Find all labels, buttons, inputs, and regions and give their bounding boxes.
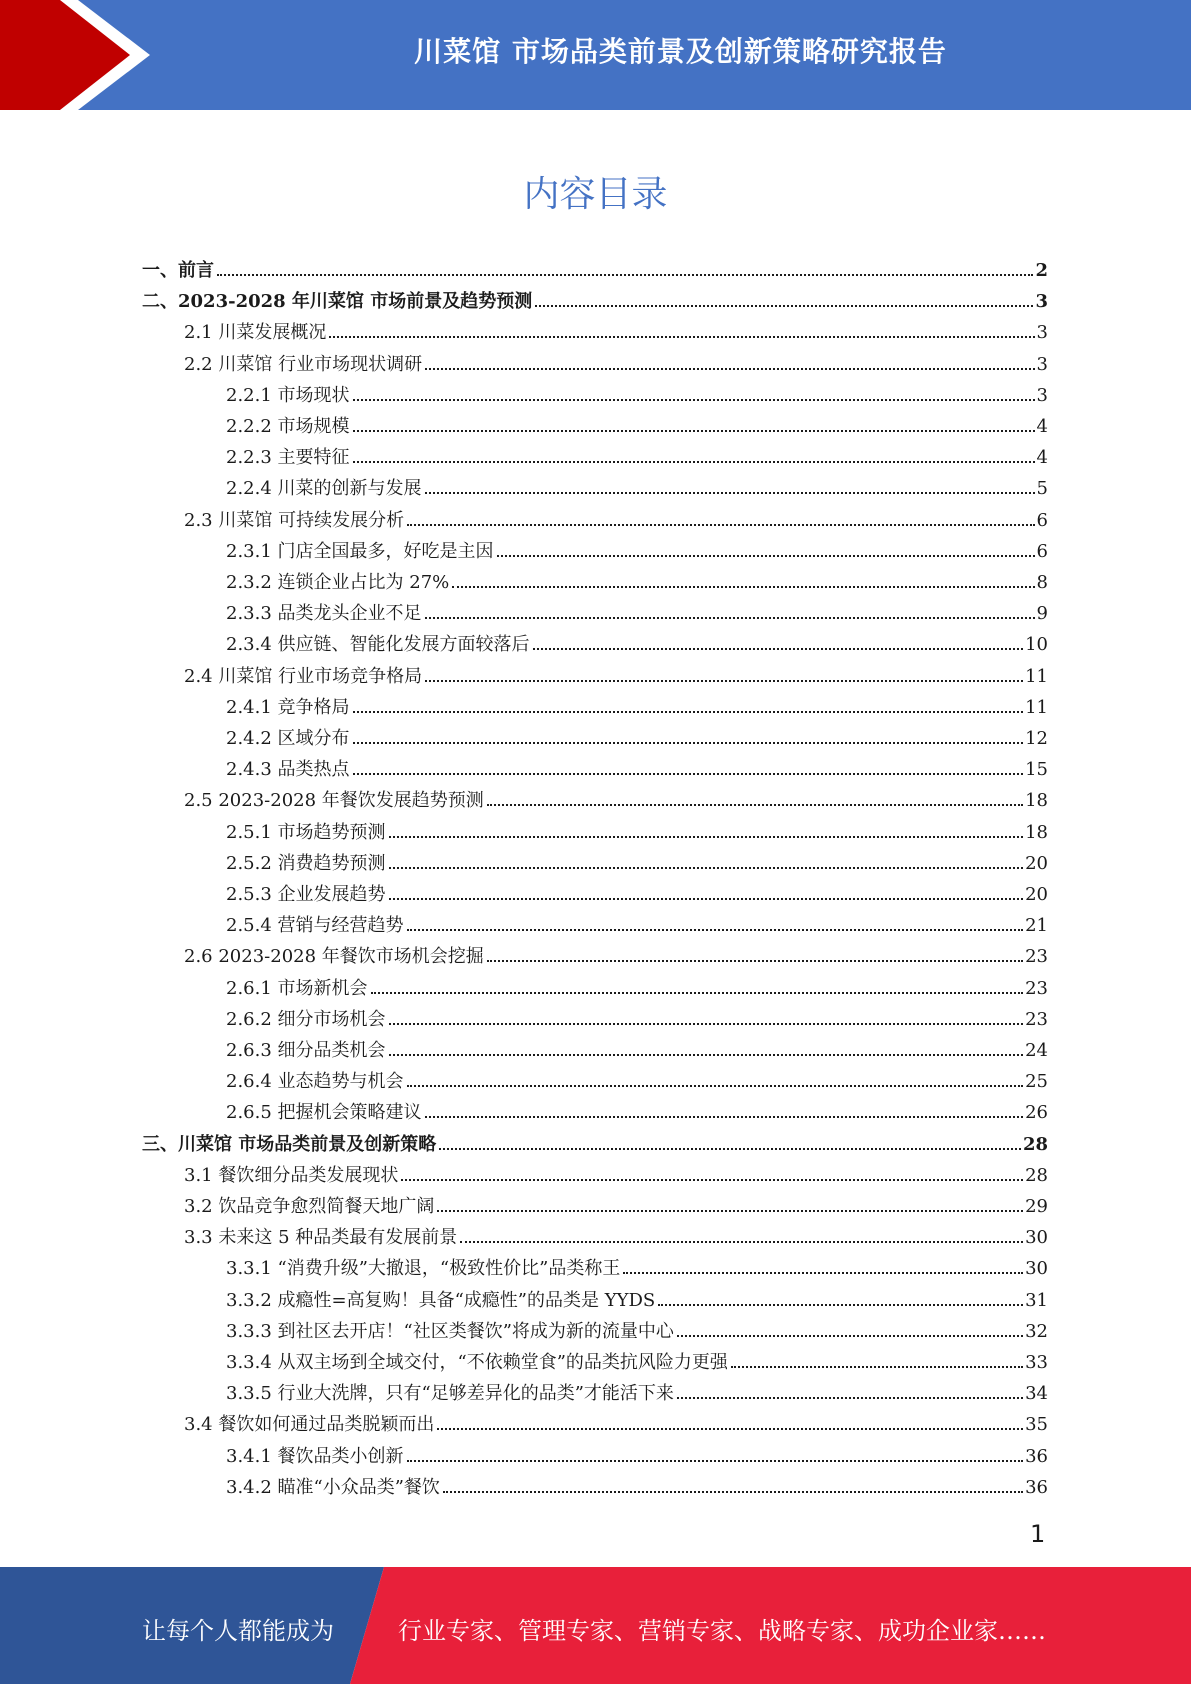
toc-entry[interactable]: [142, 1067, 1048, 1095]
toc-dot-leader: [437, 1428, 1023, 1430]
toc-entry-page: 15: [1025, 759, 1048, 781]
toc-dot-leader: [353, 399, 1035, 401]
toc-entry[interactable]: [142, 911, 1048, 939]
toc-entry-page: 25: [1025, 1071, 1048, 1093]
toc-entry-title: 2.2.1 市场现状: [226, 384, 350, 406]
toc-entry-page: 3: [1035, 291, 1048, 313]
footer-banner: [0, 1567, 1191, 1684]
toc-entry-page: 6: [1036, 509, 1048, 531]
toc-entry-title: 3.3.1 “消费升级”大撤退，“极致性价比”品类称王: [226, 1258, 621, 1280]
toc-dot-leader: [353, 430, 1035, 432]
toc-entry[interactable]: [142, 755, 1048, 783]
toc-entry-title: 2.6.3 细分品类机会: [226, 1040, 386, 1061]
toc-entry-title: 2.4.1 竞争格局: [226, 696, 350, 718]
toc-entry-page: 31: [1025, 1289, 1048, 1311]
toc-entry-title: 3.4.2 瞄准“小众品类”餐饮: [226, 1476, 440, 1498]
toc-entry-page: 6: [1036, 540, 1048, 562]
toc-entry-page: 23: [1025, 1008, 1048, 1030]
toc-dot-leader: [533, 648, 1024, 650]
page-number: 1: [1030, 1520, 1046, 1548]
toc-entry-title: 2.5.1 市场趋势预测: [226, 821, 386, 843]
toc-dot-leader: [407, 1085, 1024, 1087]
toc-entry-page: 21: [1025, 915, 1048, 937]
toc-entry[interactable]: [142, 1442, 1048, 1470]
toc-entry-page: 26: [1025, 1102, 1048, 1124]
toc-entry-title: 3.4 餐饮如何通过品类脱颖而出: [184, 1414, 435, 1436]
toc-entry-page: 20: [1025, 884, 1048, 905]
toc-dot-leader: [677, 1397, 1023, 1399]
toc-entry-title: 2.2.4 川菜的创新与发展: [226, 478, 422, 500]
toc-dot-leader: [658, 1304, 1023, 1306]
toc-dot-leader: [487, 960, 1023, 962]
toc-entry[interactable]: [142, 880, 1048, 908]
toc-entry-title: 2.5.2 消费趋势预测: [226, 852, 386, 874]
toc-dot-leader: [353, 711, 1024, 713]
toc-heading: 内容目录: [523, 174, 668, 215]
toc-entry-page: 23: [1025, 946, 1048, 968]
toc-entry-title: 2.5 2023-2028 年餐饮发展趋势预测: [184, 790, 484, 812]
toc-entry-page: 32: [1025, 1320, 1048, 1342]
toc-entry-page: 24: [1025, 1040, 1048, 1061]
toc-entry[interactable]: [142, 1161, 1048, 1189]
toc-entry-page: 29: [1025, 1196, 1048, 1217]
toc-entry-title: 3.3.4 从双主场到全域交付，“不依赖堂食”的品类抗风险力更强: [226, 1352, 728, 1373]
toc-entry-title: 3.3.5 行业大洗牌，只有“足够差异化的品类”才能活下来: [226, 1383, 674, 1405]
toc-entry[interactable]: [142, 1379, 1048, 1407]
toc-entry[interactable]: [142, 443, 1048, 471]
toc-entry[interactable]: [142, 1286, 1048, 1314]
toc-entry-title: 2.2.3 主要特征: [226, 447, 350, 469]
toc-dot-leader: [460, 1241, 1023, 1243]
toc-entry-title: 2.5.3 企业发展趋势: [226, 884, 386, 905]
toc-entry[interactable]: [142, 849, 1048, 877]
toc-entry-page: 11: [1025, 696, 1048, 718]
toc-dot-leader: [425, 1116, 1024, 1118]
toc-entry-page: 3: [1036, 384, 1048, 406]
toc-entry-title: 2.3 川菜馆 可持续发展分析: [184, 509, 405, 531]
toc-entry-page: 35: [1025, 1414, 1048, 1436]
toc-dot-leader: [677, 1335, 1023, 1337]
toc-entry-title: 3.2 饮品竞争愈烈简餐天地广阔: [184, 1196, 435, 1217]
toc-dot-leader: [371, 992, 1024, 994]
toc-dot-leader: [497, 555, 1035, 557]
toc-entry-title: 3.3.3 到社区去开店！“社区类餐饮”将成为新的流量中心: [226, 1320, 674, 1342]
toc-entry-title: 2.1 川菜发展概况: [184, 322, 327, 344]
toc-entry-page: 4: [1036, 416, 1048, 437]
toc-entry-title: 3.3.2 成瘾性=高复购！具备“成瘾性”的品类是 YYDS: [226, 1289, 656, 1311]
toc-entry-title: 2.3.4 供应链、智能化发展方面较落后: [226, 634, 530, 656]
toc-entry-title: 2.4 川菜馆 行业市场竞争格局: [184, 665, 423, 687]
toc-entry-page: 11: [1025, 665, 1048, 687]
toc-entry-title: 3.1 餐饮细分品类发展现状: [184, 1164, 399, 1186]
toc-entry-page: 18: [1025, 821, 1048, 843]
toc-entry[interactable]: [142, 474, 1048, 502]
toc-dot-leader: [731, 1366, 1023, 1368]
toc-dot-leader: [407, 1460, 1024, 1462]
toc-entry[interactable]: [142, 381, 1048, 409]
toc-dot-leader: [452, 586, 1034, 588]
chevron-arrow-icon: [0, 0, 160, 110]
toc-entry[interactable]: [142, 1223, 1048, 1251]
footer-slogan-right: 行业专家、管理专家、营销专家、战略专家、成功企业家……: [398, 1617, 1046, 1645]
toc-entry[interactable]: [142, 786, 1048, 814]
toc-entry-title: 2.6.5 把握机会策略建议: [226, 1102, 422, 1124]
toc-dot-leader: [623, 1272, 1023, 1274]
toc-dot-leader: [217, 274, 1033, 276]
toc-entry-page: 2: [1035, 260, 1048, 281]
toc-entry[interactable]: [142, 506, 1048, 534]
toc-entry[interactable]: [142, 1192, 1048, 1220]
toc-entry-page: 34: [1025, 1383, 1048, 1405]
toc-dot-leader: [353, 773, 1024, 775]
toc-entry-page: 5: [1036, 478, 1048, 500]
toc-entry-page: 8: [1036, 572, 1048, 593]
toc-dot-leader: [407, 524, 1034, 526]
toc-entry-title: 3.3 未来这 5 种品类最有发展前景: [184, 1227, 458, 1249]
toc-entry[interactable]: [142, 287, 1048, 315]
toc-entry[interactable]: [142, 1098, 1048, 1126]
toc-entry-page: 30: [1025, 1227, 1048, 1249]
toc-entry[interactable]: [142, 1348, 1048, 1376]
toc-entry-page: 12: [1025, 728, 1048, 749]
toc-dot-leader: [407, 929, 1024, 931]
toc-dot-leader: [329, 336, 1034, 338]
report-header-banner: [0, 0, 1191, 110]
toc-dot-leader: [535, 305, 1033, 307]
toc-entry[interactable]: [142, 256, 1048, 284]
toc-dot-leader: [389, 1054, 1024, 1056]
toc-entry[interactable]: [142, 1473, 1048, 1501]
toc-entry-title: 2.5.4 营销与经营趋势: [226, 915, 404, 937]
toc-entry[interactable]: [142, 599, 1048, 627]
toc-entry[interactable]: [142, 1254, 1048, 1282]
toc-entry-page: 9: [1036, 603, 1048, 625]
toc-dot-leader: [389, 867, 1024, 869]
toc-entry-page: 36: [1025, 1476, 1048, 1498]
toc-entry-title: 2.3.2 连锁企业占比为 27%: [226, 572, 450, 593]
toc-entry-title: 2.6 2023-2028 年餐饮市场机会挖掘: [184, 946, 484, 968]
toc-entry[interactable]: [142, 818, 1048, 846]
toc-entry-title: 3.4.1 餐饮品类小创新: [226, 1445, 404, 1467]
toc-dot-leader: [353, 461, 1035, 463]
toc-dot-leader: [425, 492, 1035, 494]
toc-entry-page: 18: [1025, 790, 1048, 812]
toc-entry[interactable]: [142, 662, 1048, 690]
toc-dot-leader: [389, 898, 1024, 900]
toc-dot-leader: [443, 1491, 1023, 1493]
toc-entry[interactable]: [142, 412, 1048, 440]
toc-entry-title: 2.3.1 门店全国最多，好吃是主因: [226, 540, 494, 562]
toc-entry[interactable]: [142, 318, 1048, 346]
toc-entry-page: 33: [1025, 1352, 1048, 1373]
toc-entry[interactable]: [142, 693, 1048, 721]
toc-dot-leader: [425, 617, 1035, 619]
toc-entry-page: 23: [1025, 977, 1048, 999]
toc-entry-page: 30: [1025, 1258, 1048, 1280]
toc-dot-leader: [389, 1023, 1024, 1025]
toc-entry[interactable]: [142, 1410, 1048, 1438]
toc-entry-title: 2.4.3 品类热点: [226, 759, 350, 781]
toc-entry[interactable]: [142, 537, 1048, 565]
toc-dot-leader: [487, 804, 1023, 806]
toc-entry-title: 三、川菜馆 市场品类前景及创新策略: [142, 1133, 437, 1155]
toc-entry-page: 4: [1036, 447, 1048, 469]
toc-entry-title: 2.2 川菜馆 行业市场现状调研: [184, 353, 423, 375]
toc-entry-title: 2.6.1 市场新机会: [226, 977, 368, 999]
toc-entry-title: 2.6.2 细分市场机会: [226, 1008, 386, 1030]
toc-dot-leader: [425, 368, 1034, 370]
toc-entry[interactable]: [142, 630, 1048, 658]
toc-dot-leader: [353, 742, 1024, 744]
toc-entry-title: 2.3.3 品类龙头企业不足: [226, 603, 422, 625]
toc-entry[interactable]: [142, 724, 1048, 752]
toc-entry[interactable]: [142, 1130, 1048, 1158]
toc-dot-leader: [425, 680, 1023, 682]
toc-dot-leader: [439, 1148, 1021, 1150]
toc-entry[interactable]: [142, 942, 1048, 970]
toc-entry[interactable]: [142, 568, 1048, 596]
toc-entry[interactable]: [142, 974, 1048, 1002]
toc-entry-page: 3: [1036, 353, 1048, 375]
toc-entry[interactable]: [142, 1005, 1048, 1033]
toc-entry-title: 2.2.2 市场规模: [226, 416, 350, 437]
toc-entry-page: 28: [1022, 1133, 1048, 1155]
toc-entry-page: 36: [1025, 1445, 1048, 1467]
toc-entry[interactable]: [142, 1317, 1048, 1345]
toc-entry-title: 一、前言: [142, 260, 214, 281]
toc-entry-page: 20: [1025, 852, 1048, 874]
toc-entry[interactable]: [142, 350, 1048, 378]
toc-entry-page: 10: [1025, 634, 1048, 656]
toc-entry-title: 2.4.2 区域分布: [226, 728, 350, 749]
toc-entry-page: 3: [1036, 322, 1048, 344]
toc-entry-title: 二、2023-2028 年川菜馆 市场前景及趋势预测: [142, 291, 533, 313]
footer-slogan-left: 让每个人都能成为: [142, 1617, 334, 1645]
report-title: 川菜馆 市场品类前景及创新策略研究报告: [414, 35, 947, 68]
toc-dot-leader: [437, 1210, 1023, 1212]
toc-entry-page: 28: [1025, 1164, 1048, 1186]
toc-dot-leader: [389, 836, 1024, 838]
toc-dot-leader: [401, 1179, 1023, 1181]
toc-entry-title: 2.6.4 业态趋势与机会: [226, 1071, 404, 1093]
toc-entry[interactable]: [142, 1036, 1048, 1064]
